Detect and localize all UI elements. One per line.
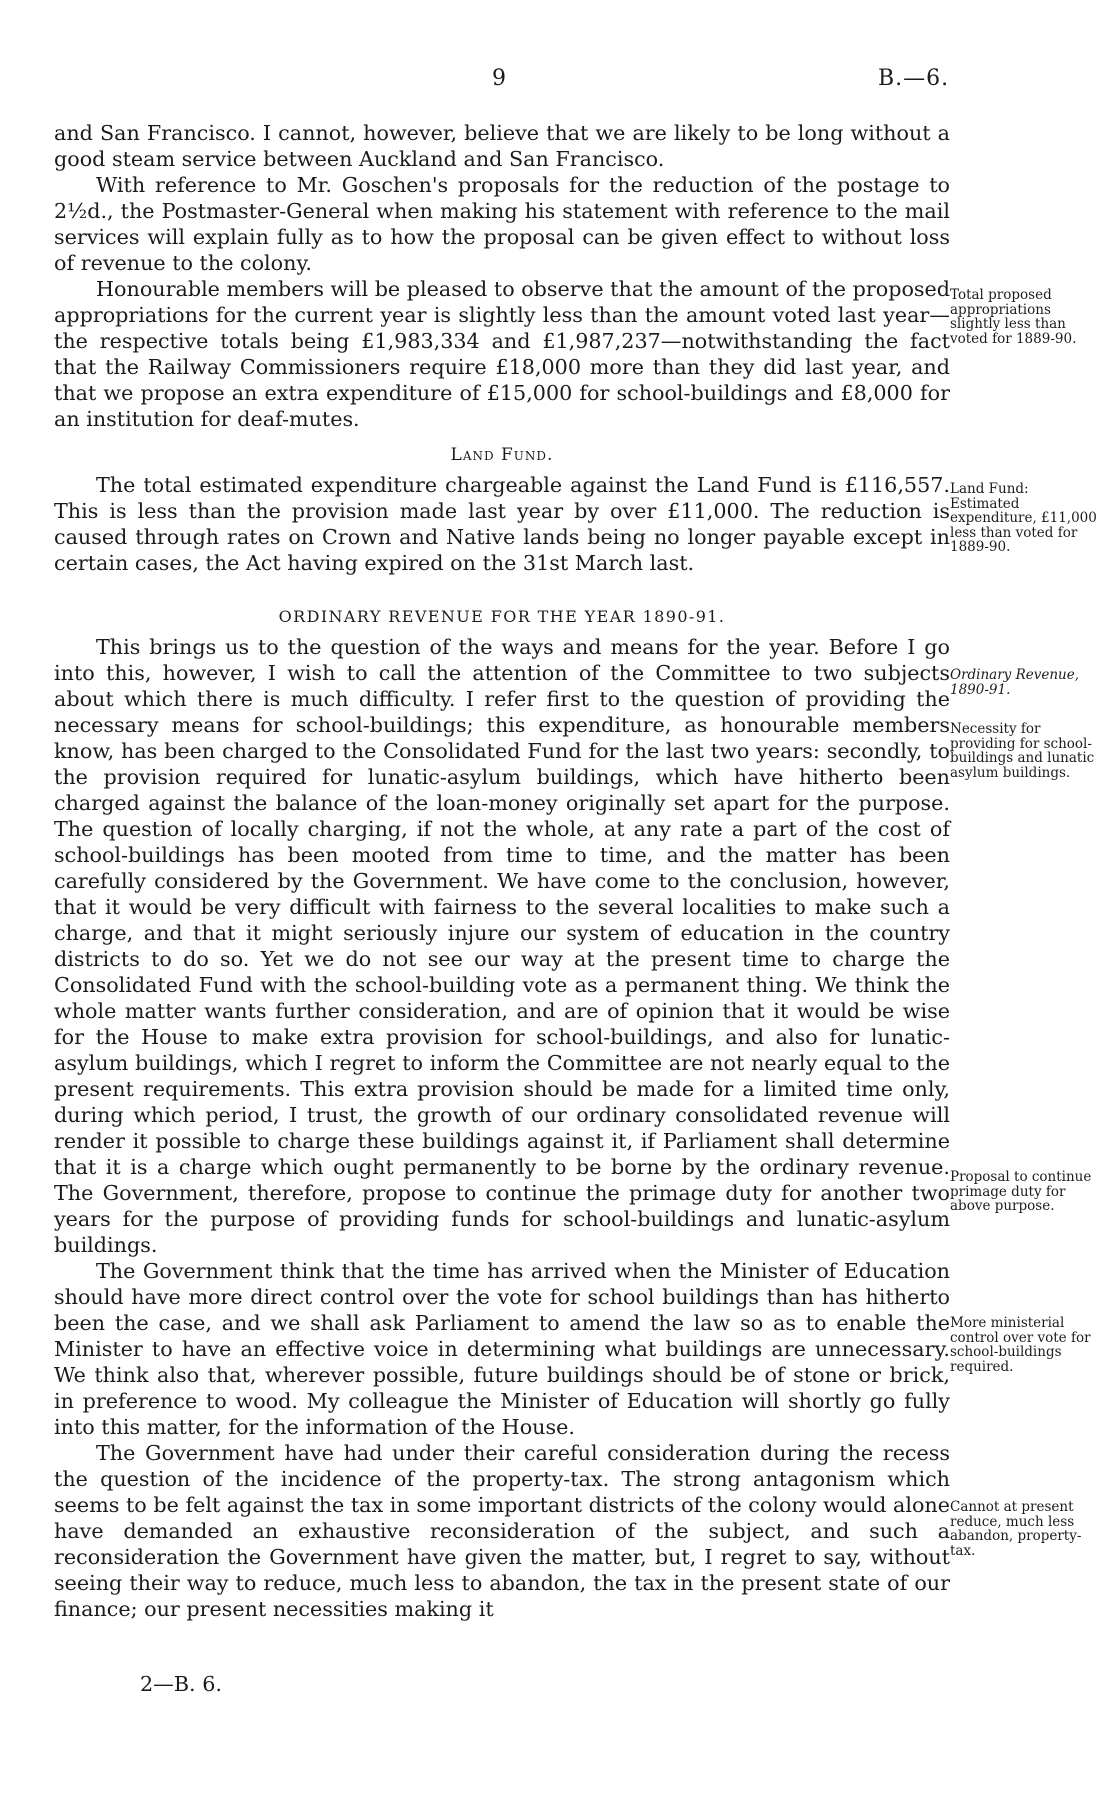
- paragraph-land-fund: The total estimated expenditure chargeable against the Land Fund is £116,557. This is less than the provision made last year by over £11,000. The reduction is caused through rates on Crown and Native lands being no longer payable except in certain cases, the Act having expired on the 31st March last.: [54, 473, 950, 575]
- marginal-note-school-buildings: Necessity for providing for school-buildings and lunatic asylum buildings.: [950, 721, 1095, 781]
- paragraph-postage: With reference to Mr. Goschen's proposals for the reduction of the postage to 2½d., the Postmaster-General when making his statement with reference to the mail services will explain fully as to how the proposal can be given effect to without loss of revenue to the colony.: [54, 173, 950, 275]
- paragraph-property-tax: The Government have had under their careful consideration during the recess the question of the incidence of the property-tax. The strong antagonism which seems to be felt against the tax in some important districts of the colony would alone have demanded an exhaustive reconsideration of the subject, and such a reconsideration the Government have given the matter, but, I regret to say, without seeing their way to reduce, much less to abandon, the tax in the present state of our finance; our present necessities making it: [54, 1441, 950, 1621]
- paragraph-appropriations: Honourable members will be pleased to observe that the amount of the proposed appropriations for the current year is slightly less than the amount voted last year—the respective totals being £1,983,334 and £1,987,237—notwithstanding the fact that the Railway Commissioners require £18,000 more than they did last year, and that we propose an extra expenditure of £15,000 for school-buildings and £8,000 for an institution for deaf-mutes.: [54, 277, 950, 431]
- page-number: 9: [492, 66, 506, 91]
- heading-ordinary-revenue: ORDINARY REVENUE FOR THE YEAR 1890-91.: [278, 607, 726, 626]
- marginal-note-land-fund: Land Fund: Estimated expenditure, £11,000 less than voted for 1889-90.: [950, 481, 1097, 555]
- paragraph-continuation: and San Francisco. I cannot, however, believe that we are likely to be long without a good steam service between Auckland and San Francisco.: [54, 121, 950, 171]
- marginal-note-appropriations: Total proposed appropriations slightly less than voted for 1889-90.: [950, 287, 1077, 347]
- paragraph-ways-and-means: This brings us to the question of the ways and means for the year. Before I go into this, however, I wish to call the attention of the Committee to two subjects about which there is much difficulty. I refer first to the question of providing the necessary means for school-buildings; this expenditure, as honourable members know, has been charged to the Consolidated Fund for the last two years: secondly, to the provision required for lunatic-asylum buildings, which have hitherto been charged against the balance of the loan-money originally set apart for the purpose. The question of locally charging, if not the whole, at any rate a part of the cost of school-buildings has been mooted from time to time, and the matter has been carefully considered by the Government. We have come to the conclusion, however, that it would be very difficult with fairness to the several localities to make such a charge, and that it might seriously injure our system of education in the country districts to do so. Yet we do not see our way at the present time to charge the Consolidated Fund with the school-building vote as a permanent thing. We think the whole matter wants further consideration, and are of opinion that it would be wise for the House to make extra provision for school-buildings, and also for lunatic-asylum buildings, which I regret to inform the Committee are not nearly equal to the present requirements. This extra provision should be made for a limited time only, during which period, I trust, the growth of our ordinary consolidated revenue will render it possible to charge these buildings against it, if Parliament shall determine that it is a charge which ought permanently to be borne by the ordinary revenue. The Government, therefore, propose to continue the primage duty for another two years for the purpose of providing funds for school-buildings and lunatic-asylum buildings.: [54, 635, 950, 1257]
- paragraph-minister-education: The Government think that the time has arrived when the Minister of Education should have more direct control over the vote for school buildings than has hitherto been the case, and we shall ask Parliament to amend the law so as to enable the Minister to have an effective voice in determining what buildings are unnecessary. We think also that, wherever possible, future buildings should be of stone or brick, in preference to wood. My colleague the Minister of Education will shortly go fully into this matter, for the information of the House.: [54, 1259, 950, 1439]
- marginal-note-primage-duty: Proposal to continue primage duty for above purpose.: [950, 1169, 1092, 1214]
- marginal-note-property-tax: Cannot at present reduce, much less abandon, property-tax.: [950, 1499, 1082, 1559]
- body-text: [54, 120, 950, 1622]
- marginal-note-ordinary-revenue: Ordinary Revenue, 1890-91.: [950, 667, 1080, 698]
- document-reference: B.—6.: [878, 66, 950, 91]
- heading-land-fund: Land Fund.: [450, 445, 554, 465]
- marginal-note-ministerial-control: More ministerial control over vote for school-buildings required.: [950, 1315, 1091, 1375]
- signature-mark: 2—B. 6.: [140, 1672, 222, 1696]
